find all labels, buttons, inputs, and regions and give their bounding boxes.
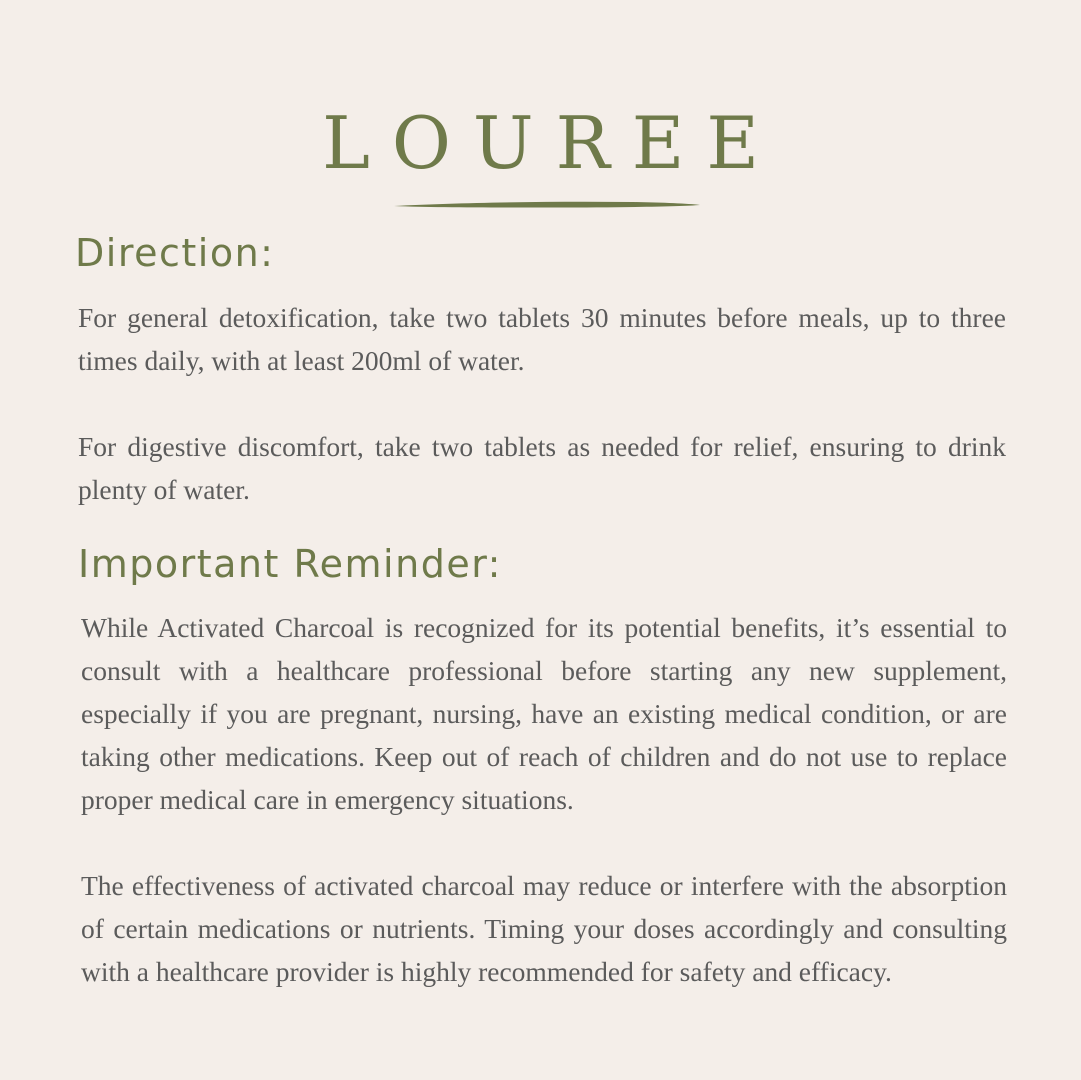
direction-paragraph-1: For general detoxification, take two tablets 30 minutes before meals, up to three times daily, with at least 200ml of water. <box>78 302 1006 376</box>
reminder-paragraph-2: The effectiveness of activated charcoal may reduce or interfere with the absorption of certain medications or nutrients. Timing your doses accordingly and consulting with a healthcare provider is highly recommended for safety and efficacy. <box>81 870 1007 987</box>
reminder-paragraph-1: While Activated Charcoal is recognized for its potential benefits, it’s essential to consult with a healthcare professional before starting any new supplement, especially if you are pregnant, nursing, have an existing medical condition, or are taking other medications. Keep out of reach of children and do not use to replace proper medical care in emergency situations. <box>81 612 1007 815</box>
brand-logo-text: LOUREE <box>322 101 781 185</box>
important-reminder-heading: Important Reminder: <box>78 542 502 586</box>
direction-heading: Direction: <box>75 231 275 275</box>
brand-underline-swoosh <box>392 198 702 212</box>
direction-paragraph-2: For digestive discomfort, take two tablets as needed for relief, ensuring to drink plenty of water. <box>78 431 1006 505</box>
